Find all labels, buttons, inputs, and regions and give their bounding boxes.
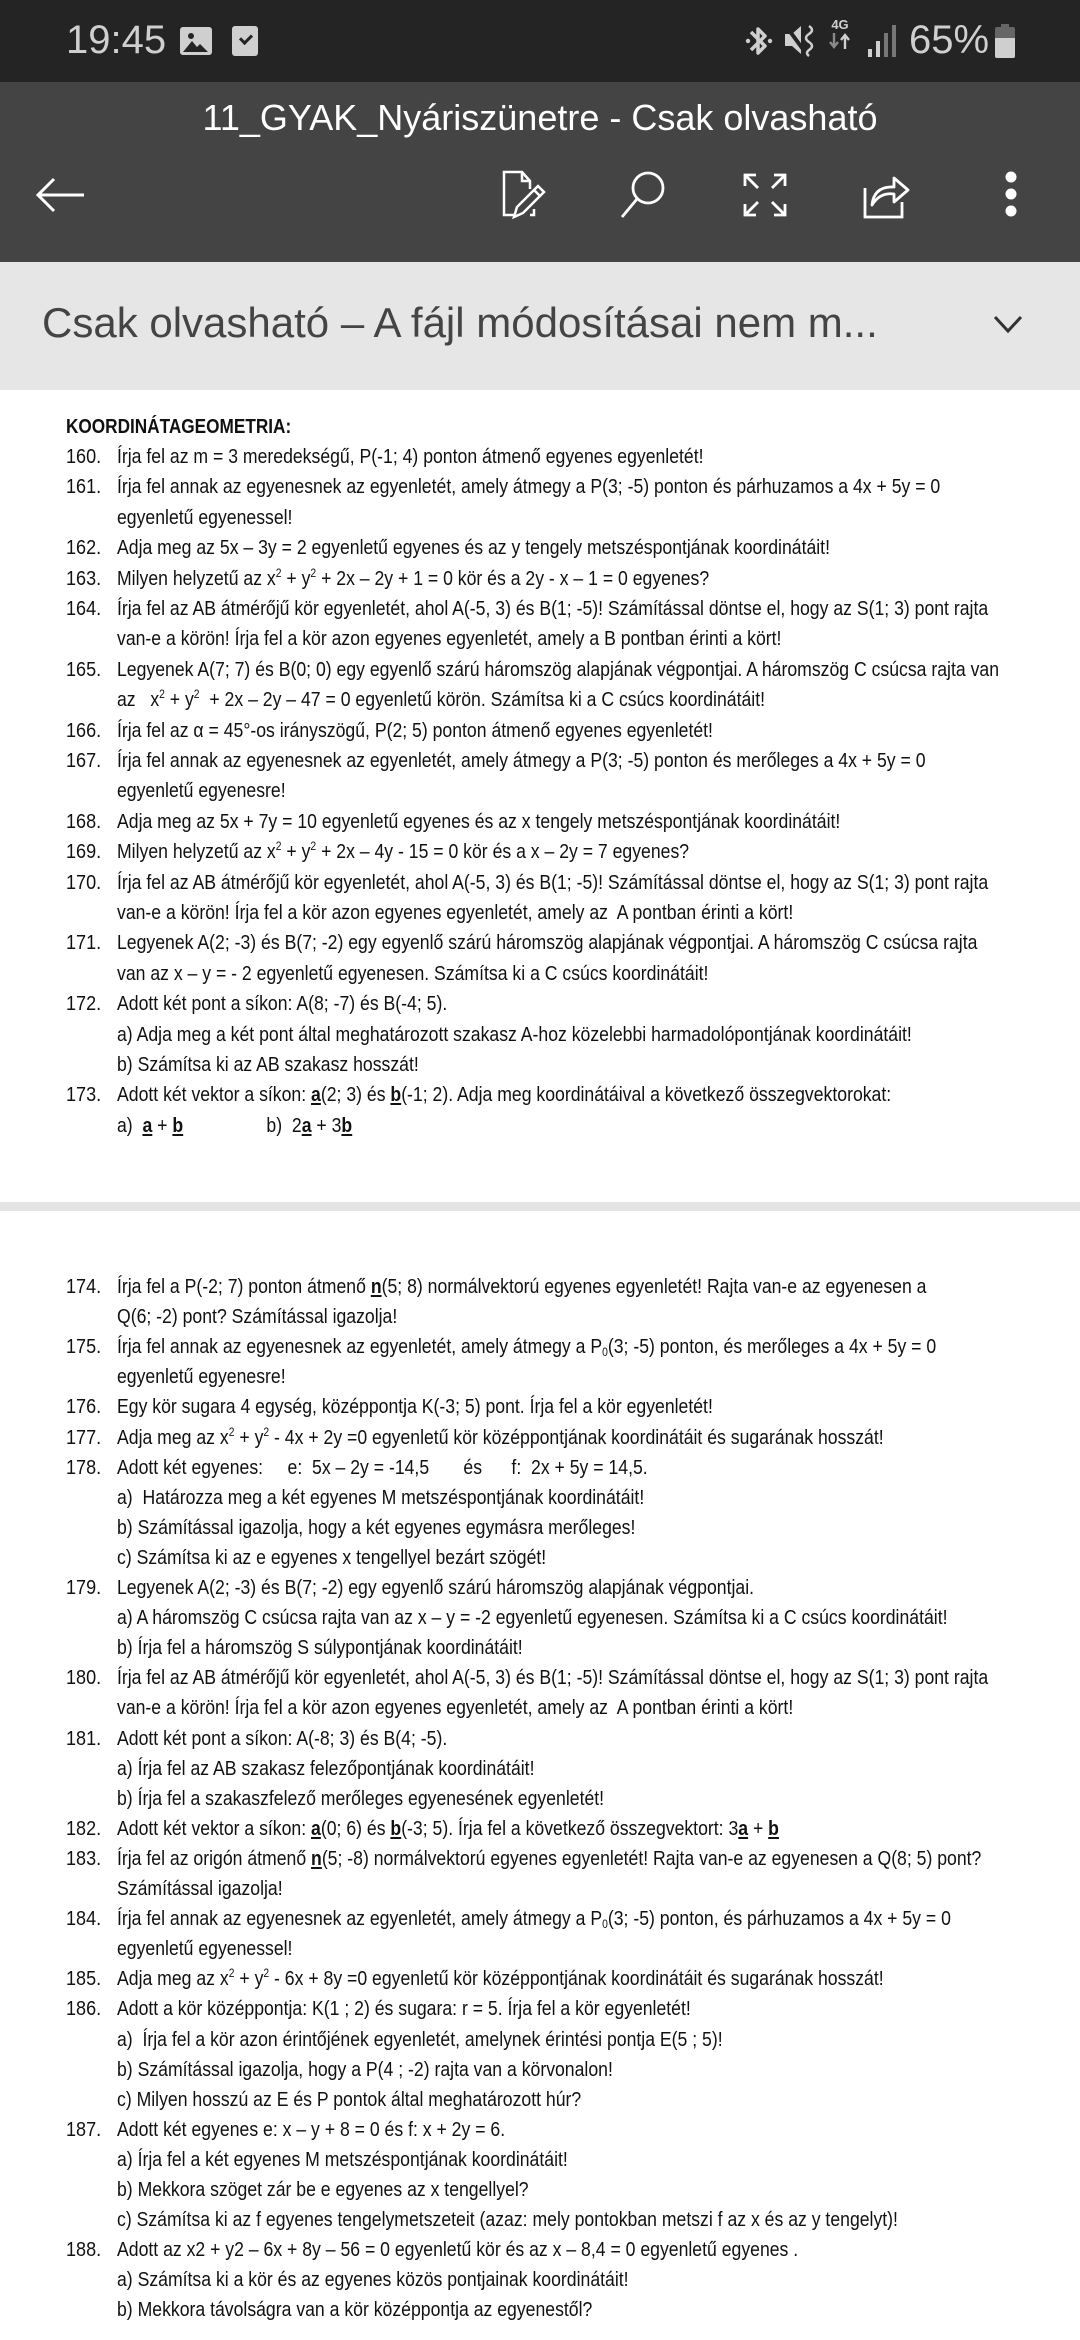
exercise-line <box>0 1724 1080 1754</box>
exercise-number: 175. <box>66 1335 102 1359</box>
exercise-text: Legyenek A(7; 7) és B(0; 0) egy egyenlő szárú háromszög alapjának végpontjai. A háromszög C csúcsa rajta van <box>117 657 1000 681</box>
more-options-button[interactable] <box>976 160 1046 230</box>
exercise-text: b) Írja fel a szakaszfelező merőleges egyenesének egyenletét! <box>117 1786 605 1810</box>
exercise-continuation-line <box>0 776 1080 806</box>
bluetooth-icon <box>745 22 773 68</box>
exercise-text: Adott két pont a síkon: A(8; -7) és B(-4; 5). <box>117 992 448 1016</box>
exercise-line <box>0 2235 1080 2265</box>
exercise-line <box>0 1573 1080 1603</box>
exercise-text: Számítással igazolja! <box>117 1877 283 1900</box>
signal-icon <box>868 25 898 57</box>
exercise-number: 186. <box>66 1997 102 2021</box>
exercise-text: egyenletű egyenessel! <box>117 1937 293 1961</box>
status-bar <box>0 0 1080 82</box>
banner-expand-button[interactable] <box>982 300 1034 352</box>
exercise-text: Írja fel annak az egyenesnek az egyenletét, amely átmegy a P(3; -5) ponton és merőleges a 4x + 5y = 0 <box>117 749 926 772</box>
exercise-continuation-line <box>0 1543 1080 1573</box>
exercise-number: 176. <box>66 1395 102 1419</box>
exercise-continuation-line <box>0 2205 1080 2235</box>
exercise-text: van-e a körön! Írja fel a kör azon egyenes egyenletét, amely az A pontban érinti a kört! <box>117 1696 794 1720</box>
exercise-continuation-line <box>0 1362 1080 1392</box>
exercise-text: az $x^2 + y^2 + 2x - 2y - 47 = 0$ egyenletű körön. Számítsa ki a C csúcs koordinátáit! <box>117 687 766 712</box>
edit-document-button[interactable] <box>490 160 560 230</box>
exercise-continuation-line <box>0 2055 1080 2085</box>
exercise-continuation-line <box>0 2295 1080 2325</box>
exercise-text: a) Írja fel a két egyenes M metszéspontjának koordinátáit! <box>117 2147 568 2171</box>
exercise-number: 167. <box>66 749 102 772</box>
exercise-continuation-line <box>0 2145 1080 2175</box>
exercise-continuation-line <box>0 2085 1080 2115</box>
exercise-text: Adott két vektor a síkon: a(0; 6) és b(-3; 5). Írja fel a következő összegvektort: 3a + b <box>117 1816 779 1840</box>
exercise-line <box>0 1814 1080 1844</box>
exercise-text: Adja meg az 5x + 7y = 10 egyenletű egyenes és az x tengely metszéspontjának koordinátáit! <box>117 809 841 833</box>
exercise-number: 182. <box>66 1816 102 1840</box>
exercise-text: Írja fel annak az egyenesnek az egyenletét, amely átmegy a $P_0(3$; -5) ponton, és merőleges a 4x + 5y = 0 <box>117 1335 937 1360</box>
exercise-number: 162. <box>66 536 102 560</box>
exercise-text: van az x – y = - 2 egyenletű egyenesen. Számítsa ki a C csúcs koordinátáit! <box>117 961 709 985</box>
exercise-number: 180. <box>66 1666 102 1690</box>
section-heading: KOORDINÁTAGEOMETRIA: <box>66 416 292 438</box>
exercise-continuation-line <box>0 2025 1080 2055</box>
exercise-number: 169. <box>66 840 102 864</box>
battery-percent: 65% <box>909 18 990 62</box>
exercise-text: Adott az x2 + y2 – 6x + 8y – 56 = 0 egyenletű kör és az x – 8,4 = 0 egyenletű egyenes . <box>117 2238 799 2262</box>
exercise-text: egyenletű egyenesre! <box>117 1365 286 1389</box>
exercise-continuation-line <box>0 1633 1080 1663</box>
exercise-line <box>0 442 1080 472</box>
document-title: 11_GYAK_Nyáriszünetre - Csak olvasható <box>202 97 878 138</box>
exercise-line <box>0 837 1080 867</box>
exercise-text: Írja fel annak az egyenesnek az egyenletét, amely átmegy a $P_0(3$; -5) ponton, és párhuzamos a 4x + 5y = 0 <box>117 1907 951 1932</box>
share-button[interactable] <box>852 160 922 230</box>
exercise-number: 177. <box>66 1425 102 1449</box>
share-icon <box>862 170 912 220</box>
exercise-text: b) Írja fel a háromszög S súlypontjának koordinátáit! <box>117 1636 523 1660</box>
exercise-text: egyenletű egyenessel! <box>117 505 293 529</box>
exercise-line <box>0 1423 1080 1453</box>
exercise-line <box>0 1332 1080 1362</box>
exercise-number: 185. <box>66 1967 102 1991</box>
exercise-line <box>0 564 1080 594</box>
exercise-text: a) a + b b) 2a + 3b <box>117 1113 353 1137</box>
exercise-number: 165. <box>66 657 102 681</box>
search-button[interactable] <box>608 160 678 230</box>
battery-icon <box>995 24 1015 58</box>
exercise-number: 171. <box>66 931 102 955</box>
exercise-line <box>0 533 1080 563</box>
exercise-text: a) A háromszög C csúcsa rajta van az x – y = -2 egyenletű egyenesen. Számítsa ki a C csúcs koordinátáit! <box>117 1606 948 1630</box>
exercise-line <box>0 1844 1080 1874</box>
exercise-text: b) Számítással igazolja, hogy a P(4 ; -2) rajta van a körvonalon! <box>117 2057 613 2081</box>
exercise-continuation-line <box>0 503 1080 533</box>
exercise-continuation-line <box>0 1050 1080 1080</box>
exercise-continuation-line <box>0 1874 1080 1904</box>
exercise-text: Írja fel annak az egyenesnek az egyenletét, amely átmegy a P(3; -5) ponton és párhuzamos a 4x + 5y = 0 <box>117 475 941 499</box>
gallery-icon <box>180 27 212 55</box>
exercise-line <box>0 1663 1080 1693</box>
exercise-line <box>0 989 1080 1019</box>
exercise-number: 184. <box>66 1907 102 1931</box>
exercise-number: 188. <box>66 2238 102 2262</box>
expand-icon <box>742 172 788 218</box>
exercise-text: a) Adja meg a két pont által meghatározott szakasz A-hoz közelebbi harmadolópontjának koordinátáit! <box>117 1022 912 1046</box>
exercise-continuation-line <box>0 1483 1080 1513</box>
exercise-text: a) Írja fel a kör azon érintőjének egyenletét, amelynek érintési pontja E(5 ; 5)! <box>117 2027 723 2051</box>
exercise-text: Adott két pont a síkon: A(-8; 3) és B(4; -5). <box>117 1726 448 1750</box>
exercise-text: Írja fel az m = 3 meredekségű, P(-1; 4) ponton átmenő egyenes egyenletét! <box>117 445 704 468</box>
exercise-number: 172. <box>66 992 102 1016</box>
exercise-text: Adott két egyenes: e: 5x – 2y = -14,5 és f: 2x + 5y = 14,5. <box>117 1455 648 1479</box>
exercise-continuation-line <box>0 1754 1080 1784</box>
exercise-text: Írja fel az origón átmenő n(5; -8) normálvektorú egyenes egyenletét! Rajta van-e az egyenesen a Q(8; 5) pont? <box>117 1846 982 1870</box>
exercise-text: b) Számítással igazolja, hogy a két egyenes egymásra merőleges! <box>117 1515 636 1539</box>
exercise-line <box>0 594 1080 624</box>
exercise-text: Q(6; -2) pont? Számítással igazolja! <box>117 1305 398 1329</box>
exercise-line <box>0 746 1080 776</box>
exercise-text: b) Mekkora távolságra van a kör középpontja az egyenestől? <box>117 2298 593 2322</box>
exercise-continuation-line <box>0 685 1080 715</box>
exercise-line <box>0 1453 1080 1483</box>
exercise-line <box>0 807 1080 837</box>
exercise-number: 168. <box>66 809 102 833</box>
exercise-line <box>0 472 1080 502</box>
exercise-number: 166. <box>66 718 102 742</box>
exercise-text: Legyenek A(2; -3) és B(7; -2) egy egyenlő szárú háromszög alapjának végpontjai. A háromszög C csúcsa rajta <box>117 931 978 955</box>
back-arrow-icon <box>34 175 86 215</box>
network-label: 4G <box>831 17 849 32</box>
exercise-continuation-line <box>0 1513 1080 1543</box>
exercise-line <box>0 868 1080 898</box>
exercise-text: c) Számítsa ki az f egyenes tengelymetszeteit (azaz: mely pontokban metszi f az x és az y tengelyt)! <box>117 2208 898 2232</box>
exercise-text: Adja meg az $x^2 + y^2 - 6x + 8y =0$ egyenletű kör középpontjának koordinátáit és sugarának hosszát! <box>117 1966 884 1991</box>
exercise-continuation-line <box>0 624 1080 654</box>
exercise-continuation-line <box>0 1111 1080 1141</box>
exercise-text: c) Milyen hosszú az E és P pontok által meghatározott húr? <box>117 2087 582 2111</box>
exercise-text: Adott két egyenes e: x – y + 8 = 0 és f: x + 2y = 6. <box>117 2117 506 2141</box>
exercise-number: 173. <box>66 1083 102 1107</box>
exercise-text: Adja meg az 5x – 3y = 2 egyenletű egyenes és az y tengely metszéspontjának koordinátáit! <box>117 536 830 560</box>
exercise-text: Legyenek A(2; -3) és B(7; -2) egy egyenlő szárú háromszög alapjának végpontjai. <box>117 1576 755 1599</box>
exercise-text: c) Számítsa ki az e egyenes x tengellyel bezárt szögét! <box>117 1545 547 1569</box>
exercise-line <box>0 716 1080 746</box>
exercise-number: 187. <box>66 2117 102 2141</box>
exercise-number: 161. <box>66 475 102 499</box>
exercise-continuation-line <box>0 898 1080 928</box>
more-vertical-icon <box>1004 170 1018 220</box>
exercise-number: 183. <box>66 1846 102 1870</box>
exercise-number: 174. <box>66 1275 102 1298</box>
exercise-number: 170. <box>66 870 102 894</box>
exercise-text: a) Írja fel az AB szakasz felezőpontjának koordinátáit! <box>117 1756 535 1780</box>
exercise-text: Adott két vektor a síkon: a(2; 3) és b(-1; 2). Adja meg koordinátáival a következő összegvektorokat: <box>117 1083 892 1107</box>
exercise-continuation-line <box>0 1302 1080 1332</box>
exercise-text: b) Mekkora szöget zár be e egyenes az x tengellyel? <box>117 2178 529 2201</box>
exercise-text: van-e a körön! Írja fel a kör azon egyenes egyenletét, amely a B pontban érinti a kört! <box>117 627 782 651</box>
exercise-text: egyenletű egyenesre! <box>117 779 286 803</box>
exercise-line <box>0 1994 1080 2024</box>
exercise-number: 178. <box>66 1455 102 1479</box>
exercise-text: Adott a kör középpontja: K(1 ; 2) és sugara: r = 5. Írja fel a kör egyenletét! <box>117 1997 691 2021</box>
exercise-number: 181. <box>66 1726 102 1750</box>
exercise-line <box>0 655 1080 685</box>
document-viewer[interactable] <box>0 390 1080 2340</box>
exercise-number: 164. <box>66 597 102 620</box>
read-only-banner-text: Csak olvasható – A fájl módosításai nem m... <box>42 299 878 346</box>
exercise-number: 160. <box>66 445 102 468</box>
exercise-text: b) Számítsa ki az AB szakasz hosszát! <box>117 1053 419 1076</box>
exercise-text: Írja fel az AB átmérőjű kör egyenletét, ahol A(-5, 3) és B(1; -5)! Számítással döntse el, hogy az S(1; 3) pont rajta <box>117 870 989 894</box>
exercise-text: a) Számítsa ki a kör és az egyenes közös pontjainak koordinátáit! <box>117 2268 629 2292</box>
exercise-text: Írja fel az α = 45°-os irányszögű, P(2; 5) ponton átmenő egyenes egyenletét! <box>117 718 713 742</box>
chevron-down-icon <box>993 314 1023 339</box>
status-time: 19:45 <box>66 18 167 62</box>
exercise-line <box>0 2115 1080 2145</box>
exercise-continuation-line <box>0 1784 1080 1814</box>
exercise-continuation-line <box>0 1020 1080 1050</box>
search-icon <box>618 169 668 221</box>
exercise-text: Írja fel az AB átmérőjű kör egyenletét, ahol A(-5, 3) és B(1; -5)! Számítással döntse el, hogy az S(1; 3) pont rajta <box>117 597 989 620</box>
fullscreen-button[interactable] <box>730 160 800 230</box>
app-bar <box>0 82 1080 262</box>
exercise-text: a) Határozza meg a két egyenes M metszéspontjának koordinátáit! <box>117 1485 645 1509</box>
exercise-line <box>0 1964 1080 1994</box>
exercise-text: Írja fel a P(-2; 7) ponton átmenő n(5; 8) normálvektorú egyenes egyenletét! Rajta van-e az egyenesen a <box>117 1275 927 1298</box>
exercise-continuation-line <box>0 1693 1080 1723</box>
read-only-banner[interactable] <box>0 262 1080 390</box>
exercise-number: 179. <box>66 1576 102 1599</box>
exercise-line <box>0 928 1080 958</box>
exercise-text: Egy kör sugara 4 egység, középpontja K(-3; 5) pont. Írja fel a kör egyenletét! <box>117 1395 713 1419</box>
exercise-text: Milyen helyzetű az $x^2 + y^2 + 2x - 4y - 15 = 0$ kör és a x – 2y = 7 egyenes? <box>117 839 690 864</box>
task-check-icon <box>232 26 258 56</box>
exercise-number: 163. <box>66 566 102 590</box>
4g-data-icon <box>828 18 852 60</box>
exercise-line <box>0 1392 1080 1422</box>
page-separator <box>0 1202 1080 1211</box>
exercise-line <box>0 1080 1080 1110</box>
edit-document-icon <box>500 169 550 221</box>
exercise-text: Milyen helyzetű az $x^2 + y^2 + 2x - 2y + 1 = 0$ kör és a 2y - x – 1 = 0 egyenes? <box>117 565 710 590</box>
exercise-text: van-e a körön! Írja fel a kör azon egyenes egyenletét, amely az A pontban érinti a kört! <box>117 901 794 924</box>
exercise-continuation-line <box>0 1603 1080 1633</box>
exercise-text: Adja meg az $x^2 + y^2 - 4x + 2y =0$ egyenletű kör középpontjának koordinátáit és sugarának hosszát! <box>117 1424 884 1449</box>
vibrate-mute-icon <box>783 22 817 58</box>
exercise-continuation-line <box>0 2265 1080 2295</box>
exercise-line <box>0 1904 1080 1934</box>
exercise-continuation-line <box>0 959 1080 989</box>
exercise-line <box>0 1272 1080 1302</box>
exercise-continuation-line <box>0 2175 1080 2205</box>
exercise-text: Írja fel az AB átmérőjű kör egyenletét, ahol A(-5, 3) és B(1; -5)! Számítással döntse el, hogy az S(1; 3) pont rajta <box>117 1666 989 1690</box>
exercise-continuation-line <box>0 1934 1080 1964</box>
back-button[interactable] <box>25 160 95 230</box>
